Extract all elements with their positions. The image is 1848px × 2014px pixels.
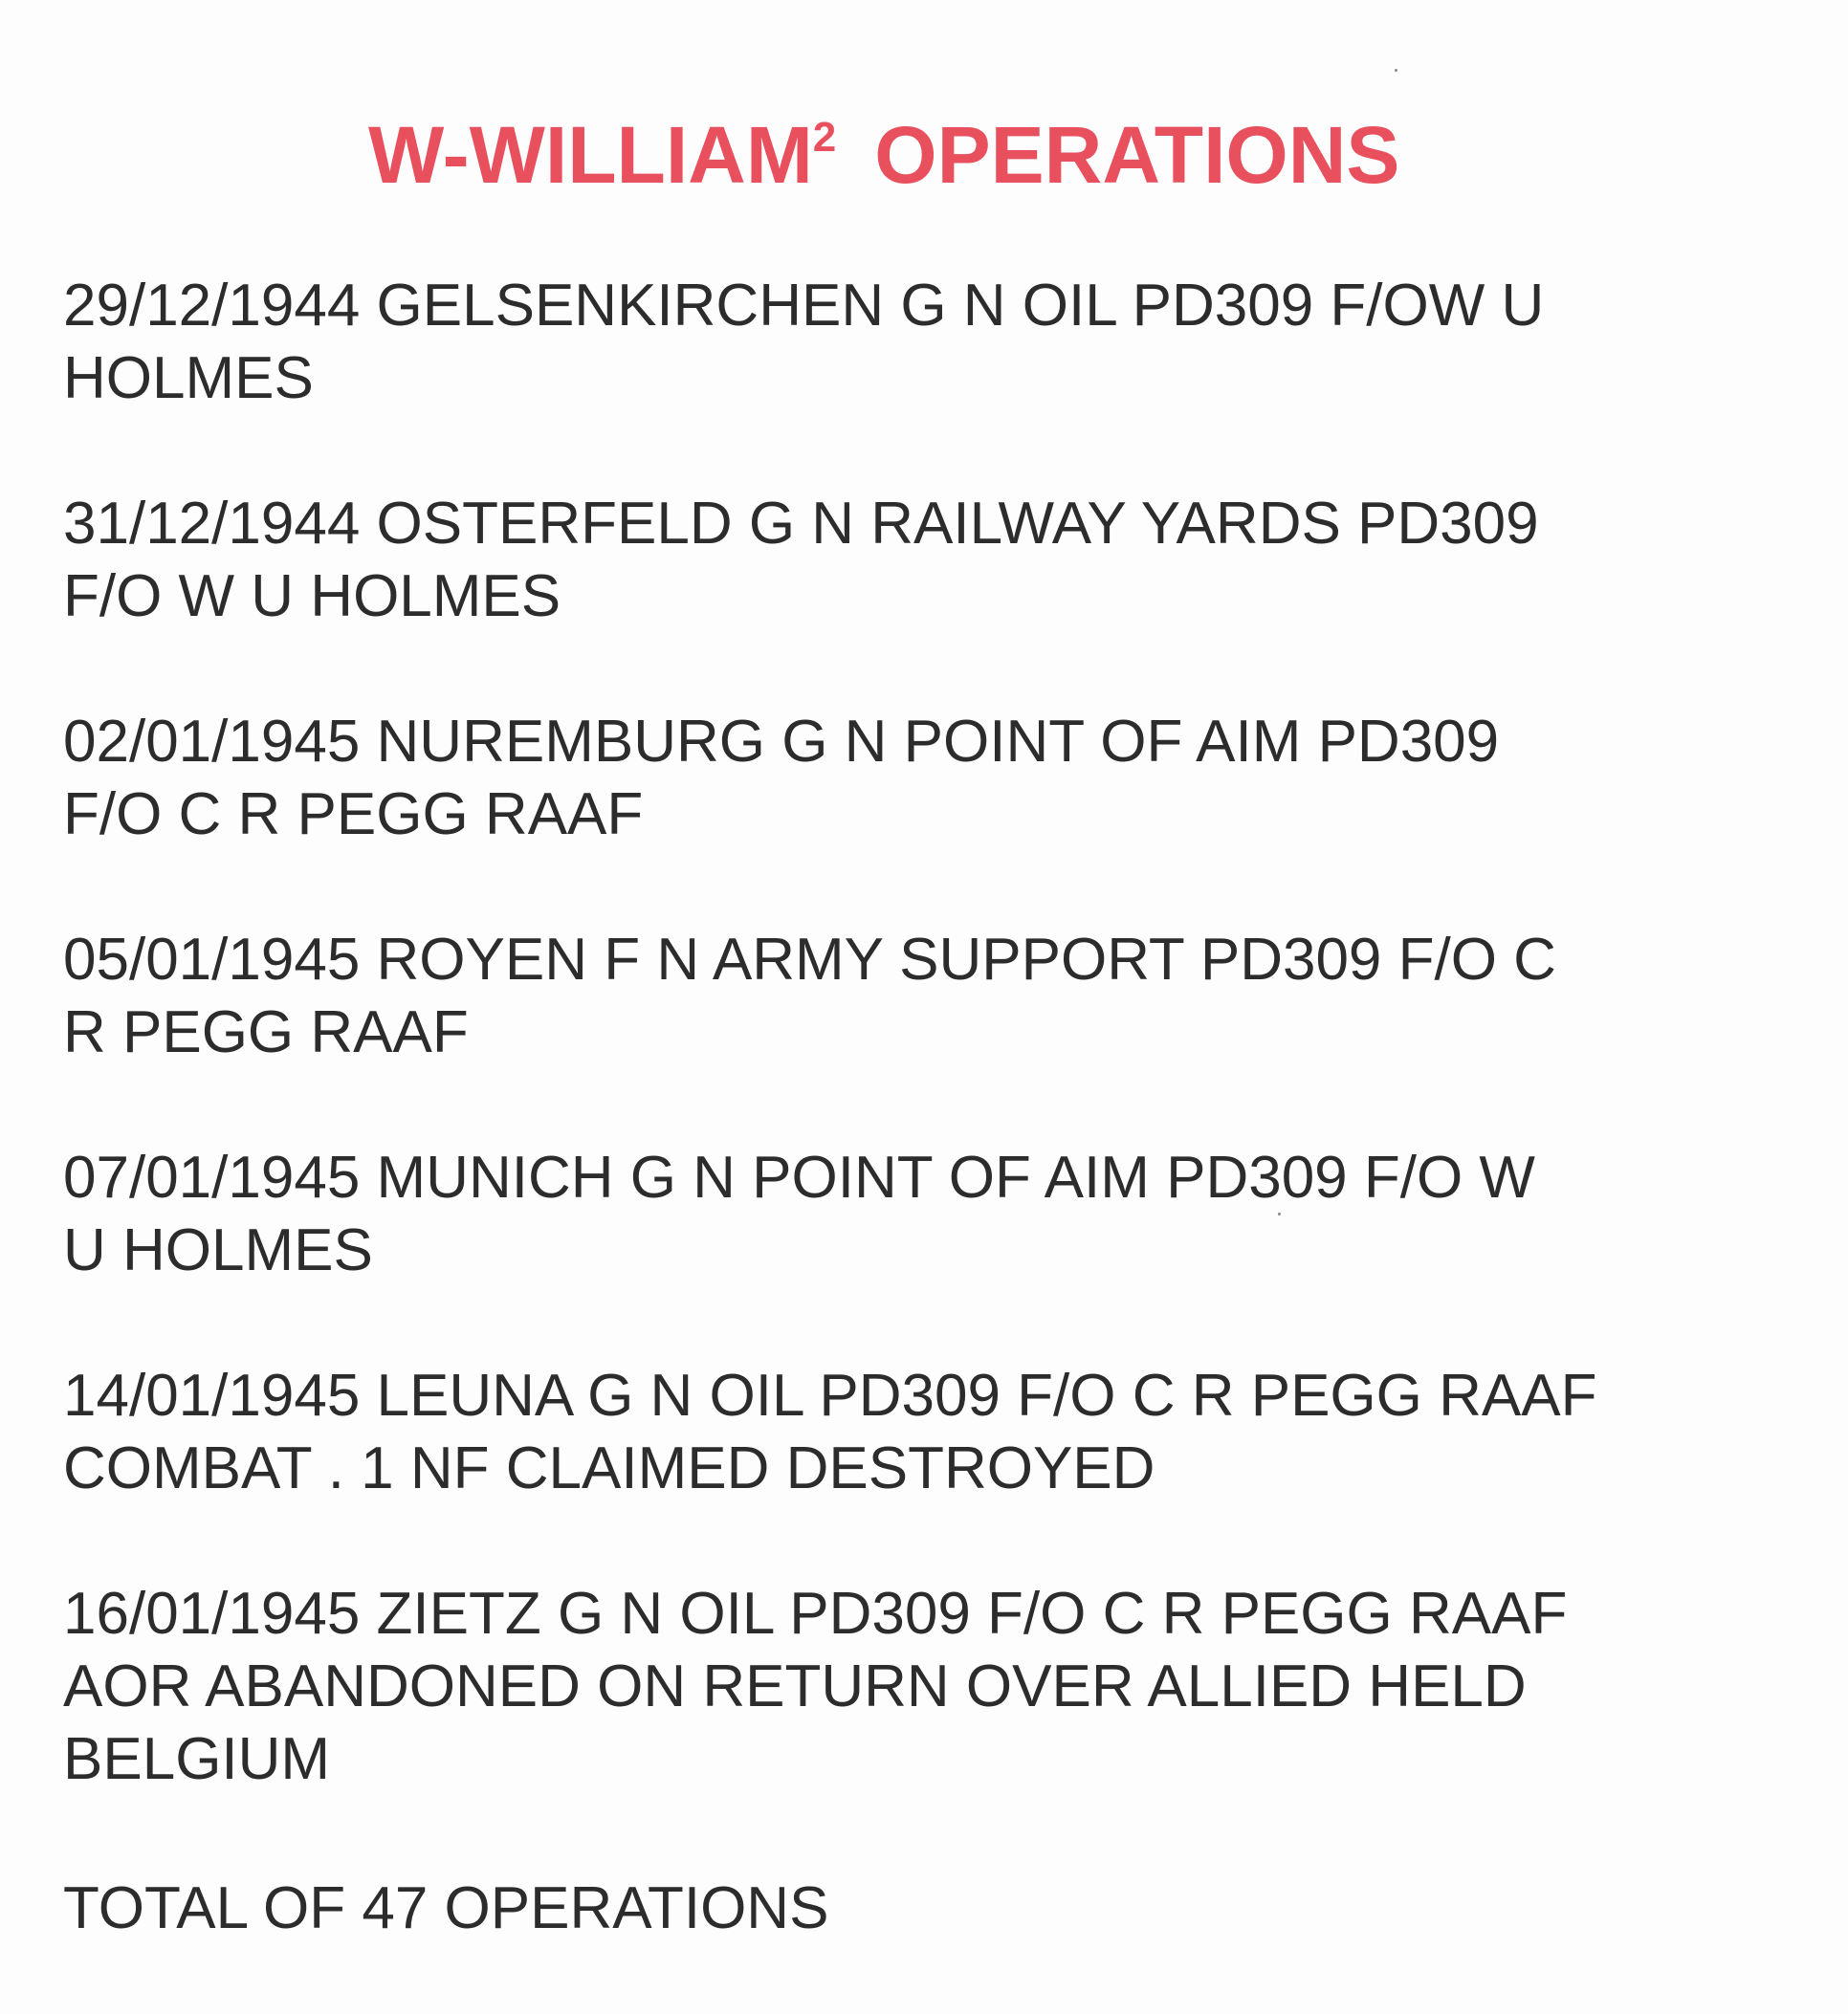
operations-total: TOTAL OF 47 OPERATIONS bbox=[63, 1875, 829, 1941]
entry-line: 31/12/1944 OSTERFELD G N RAILWAY YARDS PD309 bbox=[63, 491, 1539, 557]
title-suffix: OPERATIONS bbox=[874, 110, 1400, 200]
entry-line: AOR ABANDONED ON RETURN OVER ALLIED HELD bbox=[63, 1653, 1527, 1719]
entry-line: 14/01/1945 LEUNA G N OIL PD309 F/O C R PEGG RAAF bbox=[63, 1363, 1597, 1429]
entry-line: U HOLMES bbox=[63, 1217, 373, 1283]
operation-entry bbox=[63, 924, 1785, 1069]
entry-line: HOLMES bbox=[63, 345, 314, 411]
operation-entry bbox=[63, 1142, 1785, 1287]
scan-speck bbox=[1395, 69, 1397, 72]
entry-line: F/O W U HOLMES bbox=[63, 563, 561, 629]
scan-speck bbox=[1278, 1213, 1281, 1215]
entry-line: COMBAT . 1 NF CLAIMED DESTROYED bbox=[63, 1435, 1155, 1501]
entry-line: 16/01/1945 ZIETZ G N OIL PD309 F/O C R PEGG RAAF bbox=[63, 1581, 1568, 1647]
operation-entry bbox=[63, 488, 1785, 633]
title-superscript: 2 bbox=[812, 114, 837, 161]
operations-list bbox=[63, 270, 1785, 1869]
operation-entry bbox=[63, 1360, 1785, 1505]
entry-line: 02/01/1945 NUREMBURG G N POINT OF AIM PD309 bbox=[63, 709, 1500, 775]
entry-line: R PEGG RAAF bbox=[63, 999, 469, 1065]
entry-line: 29/12/1944 GELSENKIRCHEN G N OIL PD309 F/OW U bbox=[63, 273, 1545, 339]
page-title bbox=[368, 110, 1400, 200]
title-main: W-WILLIAM bbox=[368, 110, 813, 200]
entry-line: F/O C R PEGG RAAF bbox=[63, 781, 644, 847]
operation-entry bbox=[63, 1578, 1785, 1796]
entry-line: 05/01/1945 ROYEN F N ARMY SUPPORT PD309 F/O C bbox=[63, 927, 1556, 993]
entry-line: BELGIUM bbox=[63, 1726, 331, 1792]
operation-entry bbox=[63, 270, 1785, 415]
operation-entry bbox=[63, 706, 1785, 851]
entry-line: 07/01/1945 MUNICH G N POINT OF AIM PD309 F/O W bbox=[63, 1145, 1535, 1211]
